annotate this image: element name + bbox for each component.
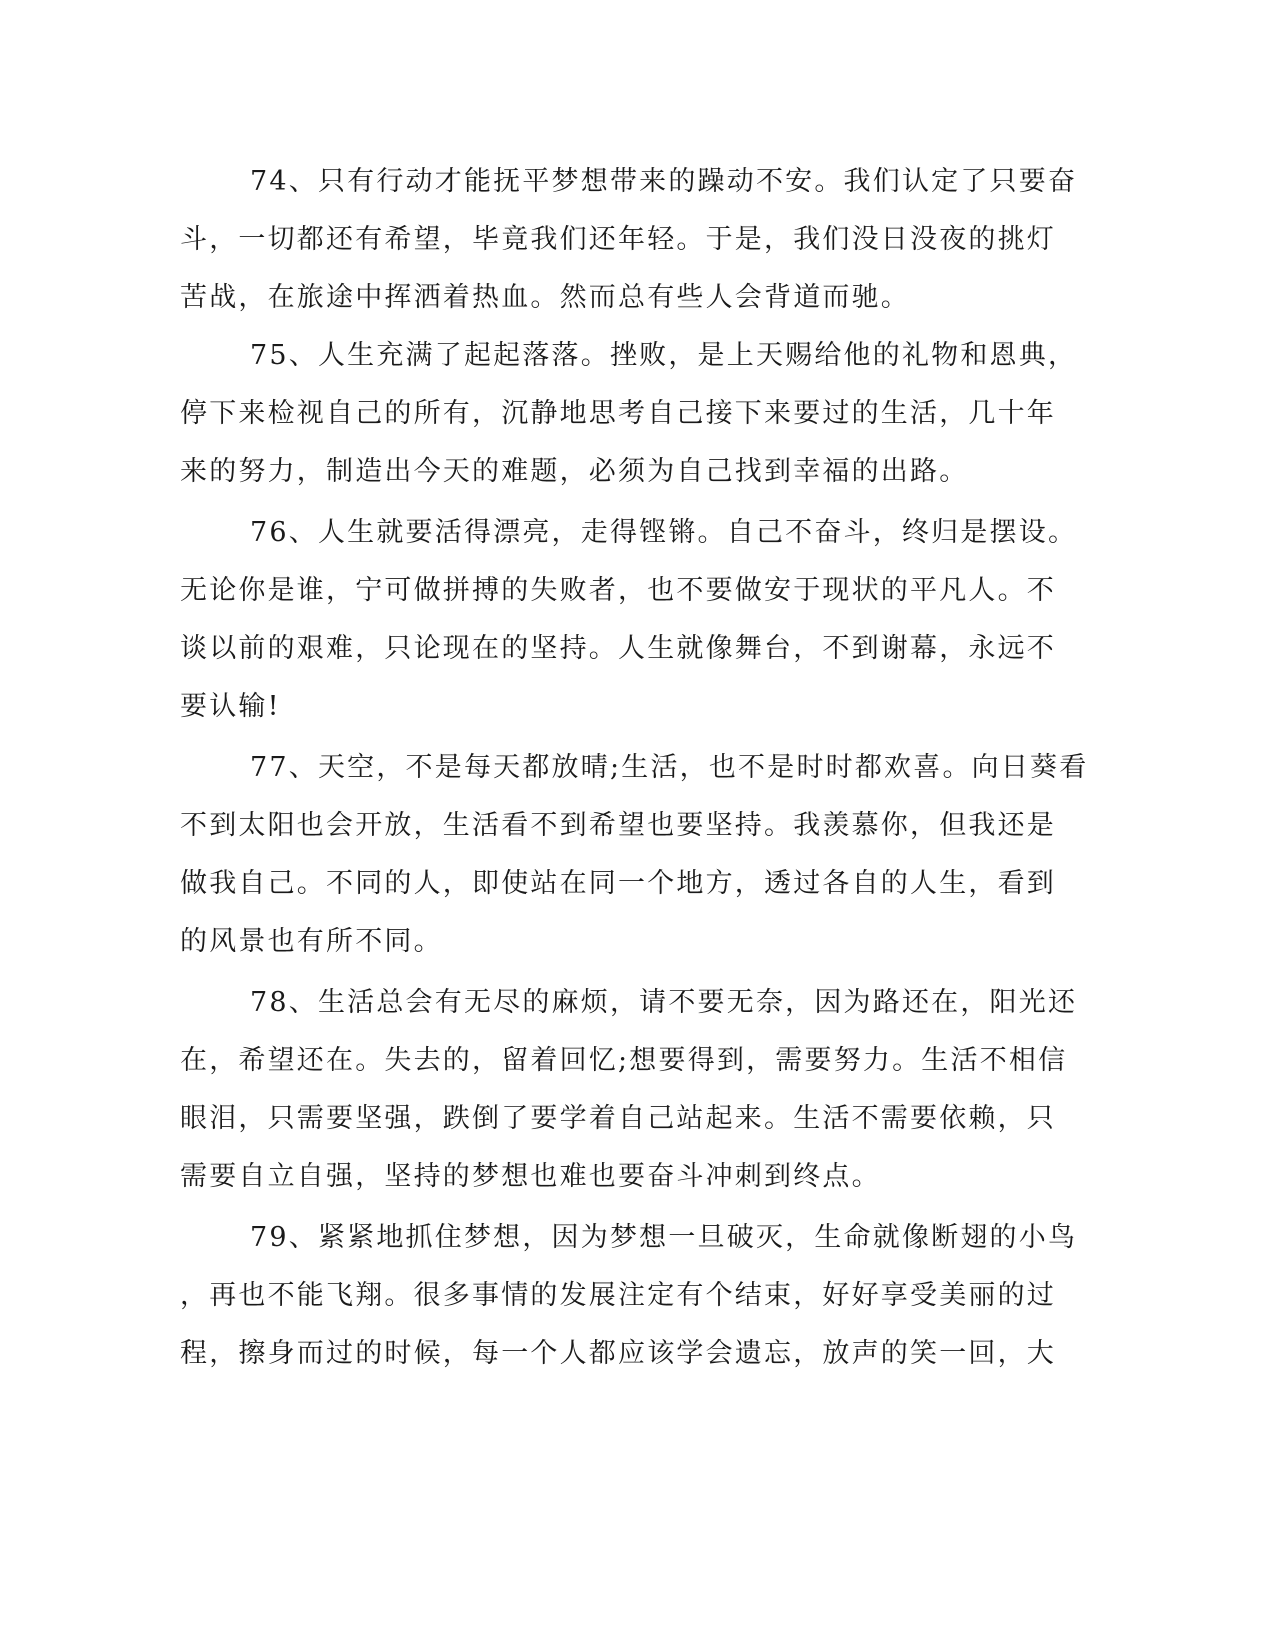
text-line: 做我自己。不同的人，即使站在同一个地方，透过各自的人生，看到 bbox=[180, 868, 1056, 899]
text-line: 苦战，在旅途中挥洒着热血。然而总有些人会背道而驰。 bbox=[180, 282, 910, 313]
text-line: 74、只有行动才能抚平梦想带来的躁动不安。我们认定了只要奋 bbox=[250, 166, 1078, 197]
text-line: 77、天空，不是每天都放晴;生活，也不是时时都欢喜。向日葵看 bbox=[250, 752, 1089, 783]
text-line: ，再也不能飞翔。很多事情的发展注定有个结束，好好享受美丽的过 bbox=[180, 1280, 1056, 1311]
text-line: 来的努力，制造出今天的难题，必须为自己找到幸福的出路。 bbox=[180, 456, 969, 487]
text-line: 不到太阳也会开放，生活看不到希望也要坚持。我羡慕你，但我还是 bbox=[180, 810, 1056, 841]
text-line: 的风景也有所不同。 bbox=[180, 926, 443, 957]
text-line: 谈以前的艰难，只论现在的坚持。人生就像舞台，不到谢幕，永远不 bbox=[180, 633, 1056, 664]
text-line: 76、人生就要活得漂亮，走得铿锵。自己不奋斗，终归是摆设。 bbox=[250, 517, 1078, 548]
text-line: 无论你是谁，宁可做拼搏的失败者，也不要做安于现状的平凡人。不 bbox=[180, 575, 1056, 606]
text-line: 眼泪，只需要坚强，跌倒了要学着自己站起来。生活不需要依赖，只 bbox=[180, 1103, 1056, 1134]
text-line: 斗，一切都还有希望，毕竟我们还年轻。于是，我们没日没夜的挑灯 bbox=[180, 224, 1056, 255]
text-line: 要认输! bbox=[180, 691, 281, 722]
text-line: 78、生活总会有无尽的麻烦，请不要无奈，因为路还在，阳光还 bbox=[250, 987, 1078, 1018]
text-line: 需要自立自强，坚持的梦想也难也要奋斗冲刺到终点。 bbox=[180, 1161, 881, 1192]
text-line: 在，希望还在。失去的，留着回忆;想要得到，需要努力。生活不相信 bbox=[180, 1045, 1068, 1076]
text-line: 75、人生充满了起起落落。挫败，是上天赐给他的礼物和恩典， bbox=[250, 340, 1078, 371]
text-line: 停下来检视自己的所有，沉静地思考自己接下来要过的生活，几十年 bbox=[180, 398, 1056, 429]
text-line: 79、紧紧地抓住梦想，因为梦想一旦破灭，生命就像断翅的小鸟 bbox=[250, 1222, 1078, 1253]
text-line: 程，擦身而过的时候，每一个人都应该学会遗忘，放声的笑一回，大 bbox=[180, 1338, 1056, 1369]
